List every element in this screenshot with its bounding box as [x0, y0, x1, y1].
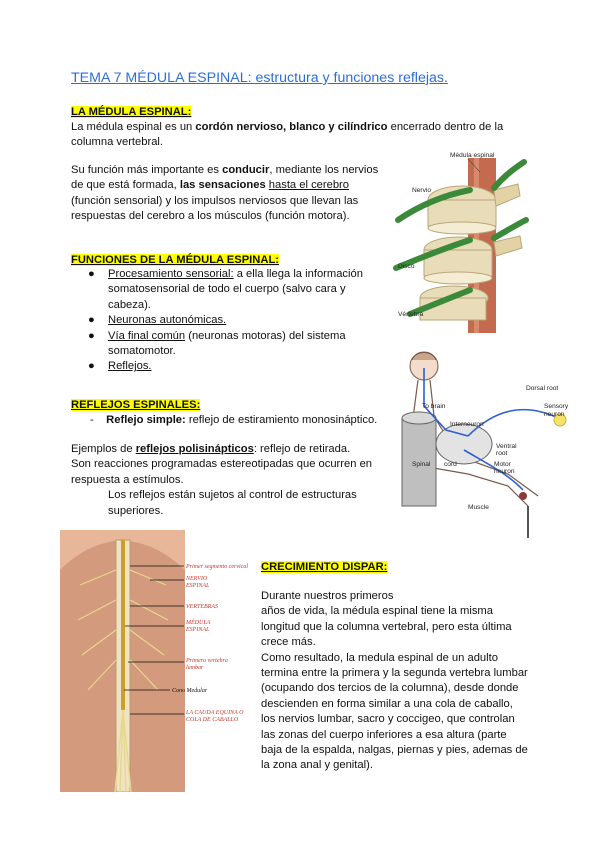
bold-text: las sensaciones: [179, 179, 266, 192]
label-ventral: Ventral: [496, 443, 517, 450]
text: encerrado dentro de la: [387, 121, 504, 133]
label-espinal: ESPINAL: [186, 583, 210, 589]
label-medula-espinal: ESPINAL: [186, 627, 210, 633]
text: a ella llega la información: [233, 268, 363, 280]
text-line: [71, 178, 378, 193]
underlined-text: hasta el cerebro: [268, 179, 350, 192]
functions-list: [88, 267, 363, 375]
text-line: somatosensorial de todo el cuerpo (salvo cara y: [108, 283, 346, 296]
disc-shape: [424, 272, 492, 284]
label-cauda: LA CAUDA EQUINA O: [186, 710, 244, 716]
section-heading-reflejos: [71, 398, 200, 413]
label-dorsal-root: Dorsal root: [526, 385, 559, 392]
paragraph-definition: [71, 120, 503, 151]
label-cord: cord: [444, 461, 457, 468]
label-spinal: Spinal: [412, 461, 431, 468]
text: : reflejo de retirada.: [253, 443, 351, 455]
text-line: Los reflejos están sujetos al control de estructuras: [108, 489, 357, 502]
label-nerve: Nervio: [412, 187, 432, 194]
label-first-lumbar: Primera vertebra: [186, 658, 228, 664]
reflex-simple-line: [90, 413, 377, 428]
bullet-icon: ●: [88, 268, 95, 280]
text-line: [71, 442, 372, 457]
label-disc: Disco: [398, 263, 415, 270]
text-line: respuesta a estímulos.: [71, 473, 184, 486]
bullet-icon: ●: [88, 360, 95, 373]
label-muscle: Muscle: [468, 504, 489, 511]
bullet-icon: ●: [88, 329, 95, 342]
heading-text: FUNCIONES DE LA MÉDULA ESPINAL:: [71, 254, 280, 266]
nerve-shape: [494, 162, 524, 188]
heading-text: CRECIMIENTO DISPAR:: [261, 561, 388, 573]
label-cola-caballo: COLA DE CABALLO: [186, 717, 239, 723]
list-item: [88, 267, 363, 313]
section-heading-medula: [71, 105, 191, 120]
section-heading-funciones: [71, 253, 279, 268]
text-line: (función sensorial) y los impulsos nerviosos que llevan las: [71, 194, 359, 207]
label-motor: Motor: [494, 461, 511, 468]
text-line: longitud que la columna vertebral, pero esta última: [261, 620, 512, 633]
text-line: los nervios lumbar, sacro y coccigeo, que controlan: [261, 713, 515, 726]
nerve-shape: [494, 220, 526, 238]
text: , mediante los nervios: [269, 164, 379, 176]
underlined-text: Vía final común: [108, 329, 186, 342]
label-interneuron: Interneuron: [450, 421, 484, 428]
spine-illustration: [390, 150, 530, 335]
label-first-cervical: Primer segmento cervical: [186, 564, 248, 570]
text: reflejo de estiramiento monosináptico.: [185, 414, 378, 426]
label-vertebra: Vértebra: [398, 311, 424, 318]
text-line: baja de la espalda, nalgas, piernas y pies, ademas de: [261, 744, 528, 757]
heading-text: REFLEJOS ESPINALES:: [71, 399, 201, 411]
text-line: respuestas del cerebro a los músculos (función motora).: [71, 210, 350, 223]
dash: -: [90, 414, 94, 426]
bold-text: Reflejo simple:: [106, 414, 186, 426]
underlined-text: Procesamiento sensorial:: [108, 268, 234, 280]
bold-text: conducir: [222, 164, 270, 176]
label-vertebras: VERTEBRAS: [186, 604, 218, 610]
paragraph-reflex-examples: [71, 442, 372, 519]
text-line: superiores.: [108, 504, 164, 517]
label-sensory-neuron: neuron: [544, 411, 565, 418]
text: (neuronas motoras) del sistema: [185, 329, 346, 342]
text: Su función más importante es: [71, 164, 223, 176]
label-nervio: NERVIO: [186, 576, 208, 582]
paragraph-function: [71, 163, 378, 225]
list-item: [88, 313, 363, 328]
text-line: Durante nuestros primeros: [261, 590, 394, 602]
text-line: Son reacciones programadas estereotipadas que ocurren en: [71, 458, 373, 471]
heading-text: LA MÉDULA ESPINAL:: [71, 106, 192, 118]
text-line: termina entre la primera y la segunda vertebra lumbar: [261, 667, 528, 680]
underlined-text: Neuronas autonómicas.: [108, 314, 227, 327]
disc-shape: [428, 222, 496, 234]
label-medula: MÉDULA: [186, 620, 211, 626]
list-item: [88, 329, 363, 360]
text-line: la zona anal y genital).: [261, 759, 373, 772]
text-line: [71, 120, 503, 135]
brain-shape: [412, 353, 436, 361]
label-cord: Médula espinal: [450, 152, 495, 159]
label-sensory: Sensory: [544, 403, 569, 410]
text-line: [71, 163, 378, 178]
page-title: TEMA 7 MÉDULA ESPINAL: estructura y funciones reflejas.: [71, 70, 448, 86]
reflex-arc-illustration: [398, 346, 570, 542]
bullet-icon: ●: [88, 314, 95, 327]
muscle-shape: [519, 492, 527, 500]
underlined-text: Reflejos.: [108, 360, 152, 373]
bold-underlined-text: reflejos polisinápticos: [135, 443, 254, 455]
label-lumbar: lumbar: [186, 665, 204, 671]
text-line: crece más.: [261, 636, 316, 649]
list-item: [88, 359, 363, 374]
text-line: las zonas del cuerpo inferiores a esa altura (parte: [261, 728, 507, 741]
label-motor-neuron: neuron: [494, 468, 515, 475]
text-line: cabeza).: [108, 298, 151, 311]
bold-text: cordón nervioso, blanco y cilíndrico: [195, 121, 388, 133]
text-line: años de vida, la médula espinal tiene la misma: [261, 605, 493, 618]
cord-section: [436, 424, 492, 464]
text-line: Como resultado, la medula espinal de un adulto: [261, 651, 498, 664]
text: La médula espinal es un: [71, 121, 196, 133]
text: de que está formada,: [71, 179, 180, 192]
text: Ejemplos de: [71, 443, 136, 455]
text-line: somatomotor.: [108, 345, 176, 358]
back-anatomy-illustration: [60, 530, 250, 792]
paragraph-growth: [261, 589, 528, 774]
label-ventral-root: root: [496, 450, 508, 457]
text-line: descienden en forma similar a una cola de caballo,: [261, 697, 513, 710]
section-heading-crecimiento: [261, 560, 387, 575]
text-line: (ocupando dos tercios de la columna), desde donde: [261, 682, 519, 695]
text-line: columna vertebral.: [71, 136, 164, 149]
label-cono-medular: Cono Medular: [172, 688, 208, 694]
label-to-brain: To brain: [422, 403, 446, 410]
